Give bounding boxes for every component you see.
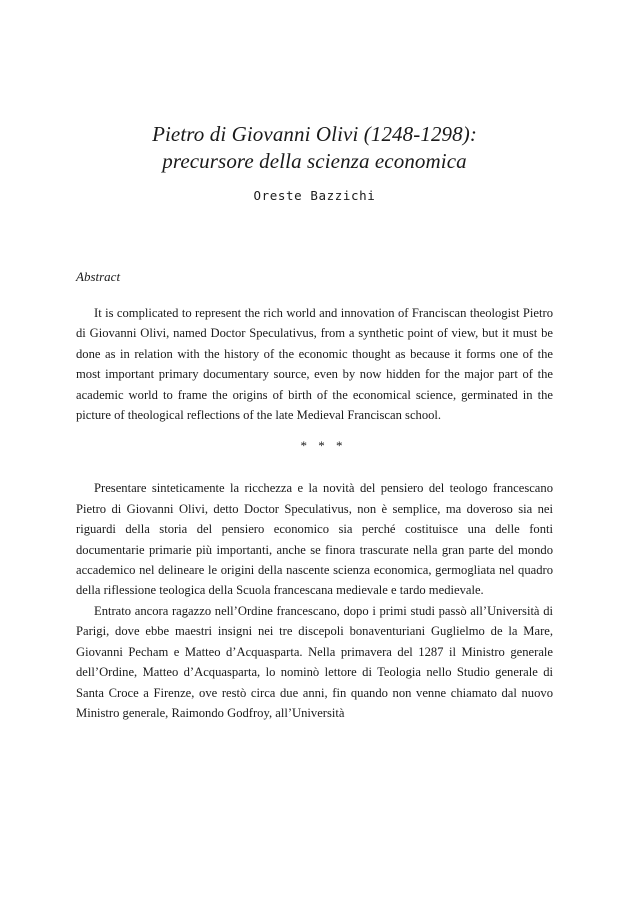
article-title [76,121,553,175]
abstract-heading: Abstract [76,269,121,284]
title-line-2: precursore della scienza economica [162,149,467,173]
body-paragraph-1: Presentare sinteticamente la ricchezza e la novità del pensiero del teologo francescano Pietro di Giovanni Olivi, detto Doctor Speculativus, non è semplice, ma doveroso sia nei riguardi della storia del pensiero economico sia perché costituisce una delle fonti documentarie primarie più importanti, anche se finora trascurate nella gran parte del mondo accademico nel delineare le origini della nascente scienza economica, germogliata nel quadro della riflessione teologica della Scuola francescana medievale e tardo medievale. [76,481,553,598]
section-separator: * * * [300,438,347,454]
document-page [76,0,553,907]
abstract-text: It is complicated to represent the rich world and innovation of Franciscan theologist Pietro di Giovanni Olivi, named Doctor Speculativus, from a synthetic point of view, but it must be done as in relation with the history of the economic thought as because it forms one of the most important primary documentary source, even by now hidden for the major part of the academic world to frame the origins of birth of the economical science, germinated in the picture of theological reflections of the late Medieval Franciscan school. [76,306,553,423]
title-line-1: Pietro di Giovanni Olivi (1248-1298): [152,122,477,146]
body-paragraph-2: Entrato ancora ragazzo nell’Ordine francescano, dopo i primi studi passò all’Università di Parigi, dove ebbe maestri insigni nei tre discepoli bonaventuriani Guglielmo de la Mare, Giovanni Pecham e Matteo d’Acquasparta. Nella primavera del 1287 il Ministro generale dell’Ordine, Matteo d’Acquasparta, lo nominò lettore di Teologia nello Studio generale di Santa Croce a Firenze, ove restò circa due anni, fin quando non venne chiamato dal nuovo Ministro generale, Raimondo Godfroy, all’Università [76,603,553,720]
author-name: Oreste Bazzichi [253,188,376,203]
